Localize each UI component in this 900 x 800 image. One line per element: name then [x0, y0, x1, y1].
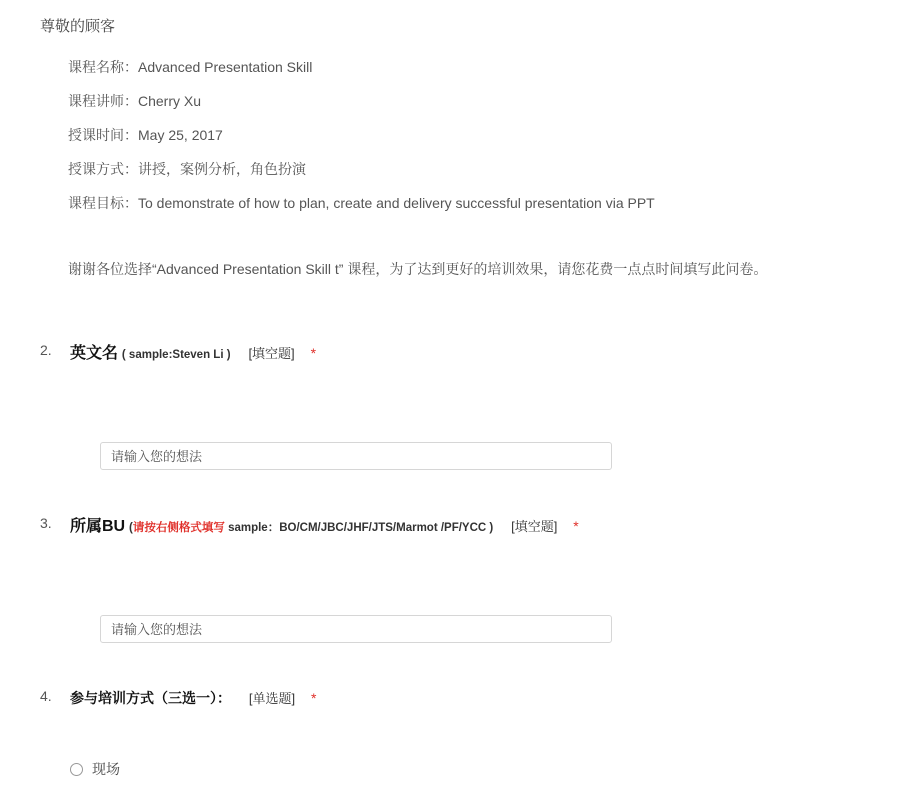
hint-sample-text: sample：BO/CM/JBC/JHF/JTS/Marmot /PF/YCC )	[228, 522, 494, 534]
course-time-line	[68, 125, 223, 145]
question-number: 2.	[40, 342, 52, 358]
question-main-title: 所属BU	[70, 518, 126, 535]
course-name-label: 课程名称：	[68, 59, 138, 75]
question-hint	[129, 522, 493, 534]
question-type: [单选题]	[248, 691, 296, 706]
course-goal-line	[68, 193, 655, 213]
course-instructor-line	[68, 91, 201, 111]
question-number: 4.	[40, 688, 52, 704]
greeting: 尊敬的顾客	[40, 18, 116, 35]
required-marker: *	[311, 690, 317, 706]
question-title	[70, 513, 579, 536]
question-title	[70, 688, 316, 708]
course-method-label: 授课方式：	[68, 161, 138, 177]
radio-option-onsite[interactable]	[70, 759, 120, 779]
hint-red-text: 请按右侧格式填写	[132, 522, 225, 534]
hint-open-paren: (	[129, 522, 133, 534]
course-instructor-value: Cherry Xu	[138, 93, 202, 109]
english-name-input[interactable]	[100, 442, 612, 470]
course-goal-value: To demonstrate of how to plan, create and delivery successful presentation via PPT	[138, 195, 655, 211]
course-name-line	[68, 57, 312, 77]
course-instructor-label: 课程讲师：	[68, 93, 138, 109]
question-main-title: 参与培训方式（三选一）：	[70, 690, 231, 706]
business-unit-input[interactable]	[100, 615, 612, 643]
required-marker: *	[573, 518, 579, 534]
course-name-value: Advanced Presentation Skill	[138, 59, 313, 75]
question-type: [填空题]	[248, 346, 295, 361]
course-time-label: 授课时间：	[68, 127, 138, 143]
course-method-value: 讲授，案例分析，角色扮演	[138, 161, 306, 177]
course-goal-label: 课程目标：	[68, 195, 138, 211]
radio-option-label: 现场	[92, 761, 120, 777]
question-type: [填空题]	[511, 519, 558, 534]
radio-button-icon[interactable]	[70, 763, 83, 776]
question-number: 3.	[40, 515, 52, 531]
course-method-line	[68, 159, 306, 179]
required-marker: *	[310, 345, 317, 361]
course-time-value: May 25, 2017	[138, 127, 223, 143]
question-main-title: 英文名	[70, 345, 119, 362]
question-hint: ( sample:Steven Li )	[121, 349, 231, 361]
question-title	[70, 340, 316, 363]
intro-text: 谢谢各位选择“Advanced Presentation Skill t” 课程，为了达到更好的培训效果，请您花费一点点时间填写此问卷。	[68, 261, 768, 277]
